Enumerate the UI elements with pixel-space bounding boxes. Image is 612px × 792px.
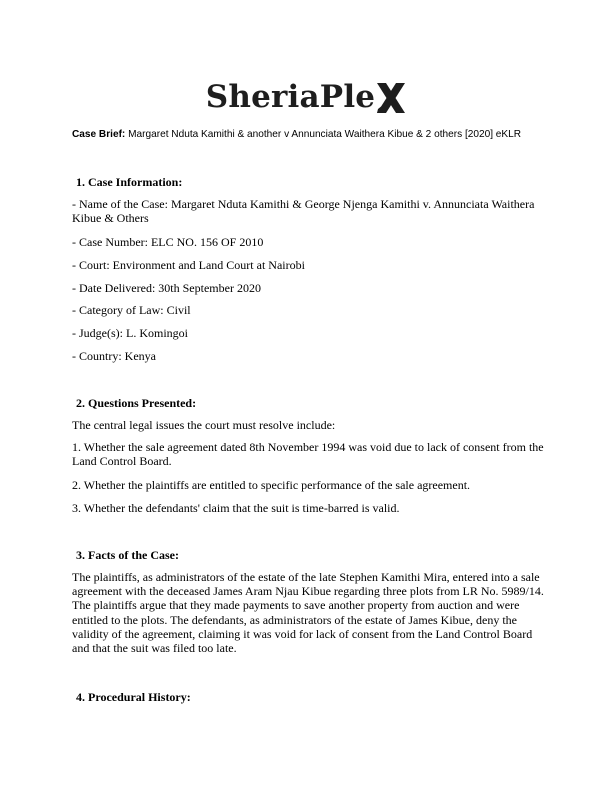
section-heading-case-information: 1. Case Information:: [76, 175, 183, 189]
questions-intro: The central legal issues the court must resolve include:: [72, 418, 336, 432]
case-info-number: - Case Number: ELC NO. 156 OF 2010: [72, 235, 264, 249]
section-heading-questions-presented: 2. Questions Presented:: [76, 396, 197, 410]
facts-paragraph: The plaintiffs, as administrators of the estate of the late Stephen Kamithi Mira, entered into a sale agreement with the deceased James Aram Njau Kibue regarding three plots from LR No. 5989/14. The plaintiffs argue that they made payments to save another property from auction and were entitled to the plots. The defendants, as administrators of the estate of James Kibue, deny the validity of the agreement, claiming it was void for lack of consent from the Land Control Board and that the suit was filed too late.: [72, 570, 544, 656]
case-info-name: - Name of the Case: Margaret Nduta Kamithi & George Njenga Kamithi v. Annunciata Waithera Kibue & Others: [72, 197, 535, 225]
case-brief-title: Margaret Nduta Kamithi & another v Annunciata Waithera Kibue & 2 others [2020] eKLR: [128, 129, 522, 140]
question-item-3: 3. Whether the defendants' claim that the suit is time-barred is valid.: [72, 501, 400, 515]
question-item-1: 1. Whether the sale agreement dated 8th November 1994 was void due to lack of consent from the Land Control Board.: [72, 440, 544, 468]
section-heading-facts: 3. Facts of the Case:: [76, 548, 179, 562]
logo-x-mark-icon: [376, 81, 406, 115]
case-info-court: - Court: Environment and Land Court at Nairobi: [72, 258, 305, 272]
sheriaplex-logo: [0, 74, 612, 120]
case-info-category: - Category of Law: Civil: [72, 303, 191, 317]
case-brief-line: [72, 128, 552, 142]
case-info-date: - Date Delivered: 30th September 2020: [72, 281, 261, 295]
question-item-2: 2. Whether the plaintiffs are entitled to specific performance of the sale agreement.: [72, 478, 471, 492]
case-info-judges: - Judge(s): L. Komingoi: [72, 326, 188, 340]
logo-wordmark: SheriaPle: [205, 79, 376, 115]
case-info-country: - Country: Kenya: [72, 349, 156, 363]
section-heading-procedural-history: 4. Procedural History:: [76, 690, 191, 704]
case-brief-label: Case Brief:: [72, 129, 126, 140]
